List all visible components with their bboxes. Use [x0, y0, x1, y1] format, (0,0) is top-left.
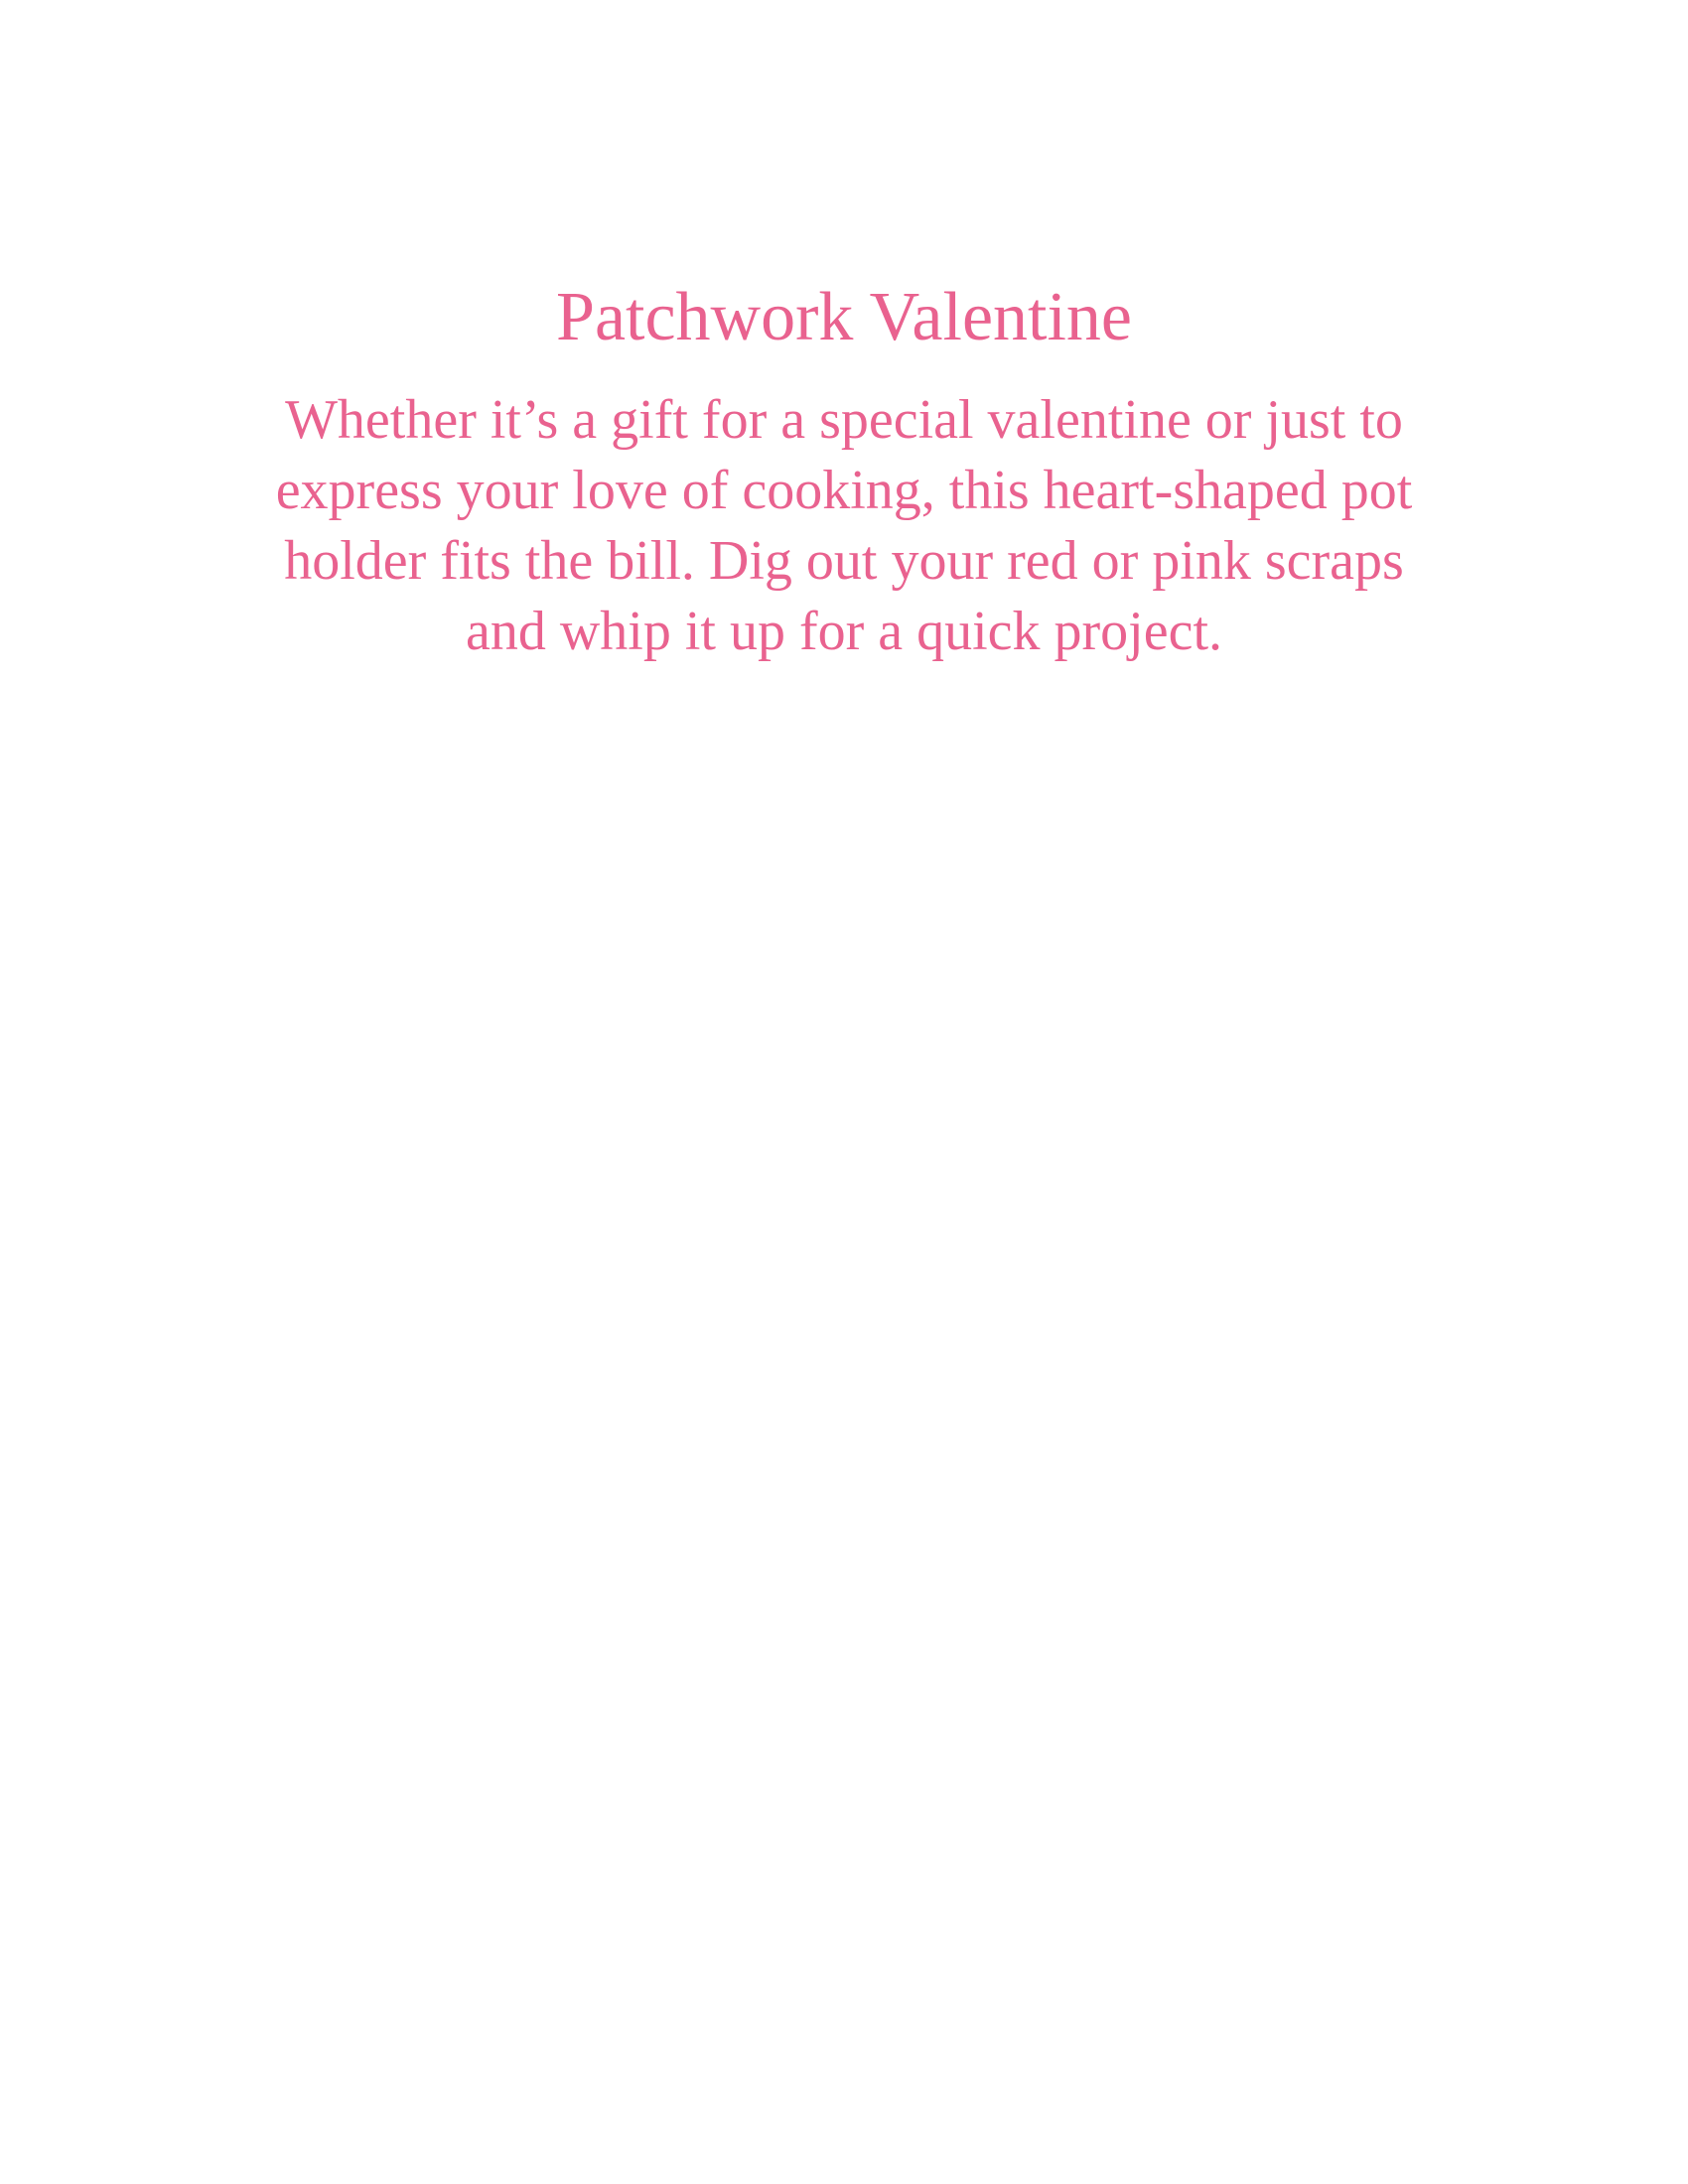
intro-line: holder fits the bill. Dig out your red or pink scraps: [284, 530, 1404, 592]
intro-line: and whip it up for a quick project.: [465, 601, 1222, 662]
page-title: Patchwork Valentine: [556, 279, 1132, 355]
intro-line: Whether it’s a gift for a special valentine or just to: [285, 389, 1403, 451]
intro-paragraph: [199, 385, 1489, 667]
intro-line: express your love of cooking, this heart-shaped pot: [275, 460, 1413, 521]
